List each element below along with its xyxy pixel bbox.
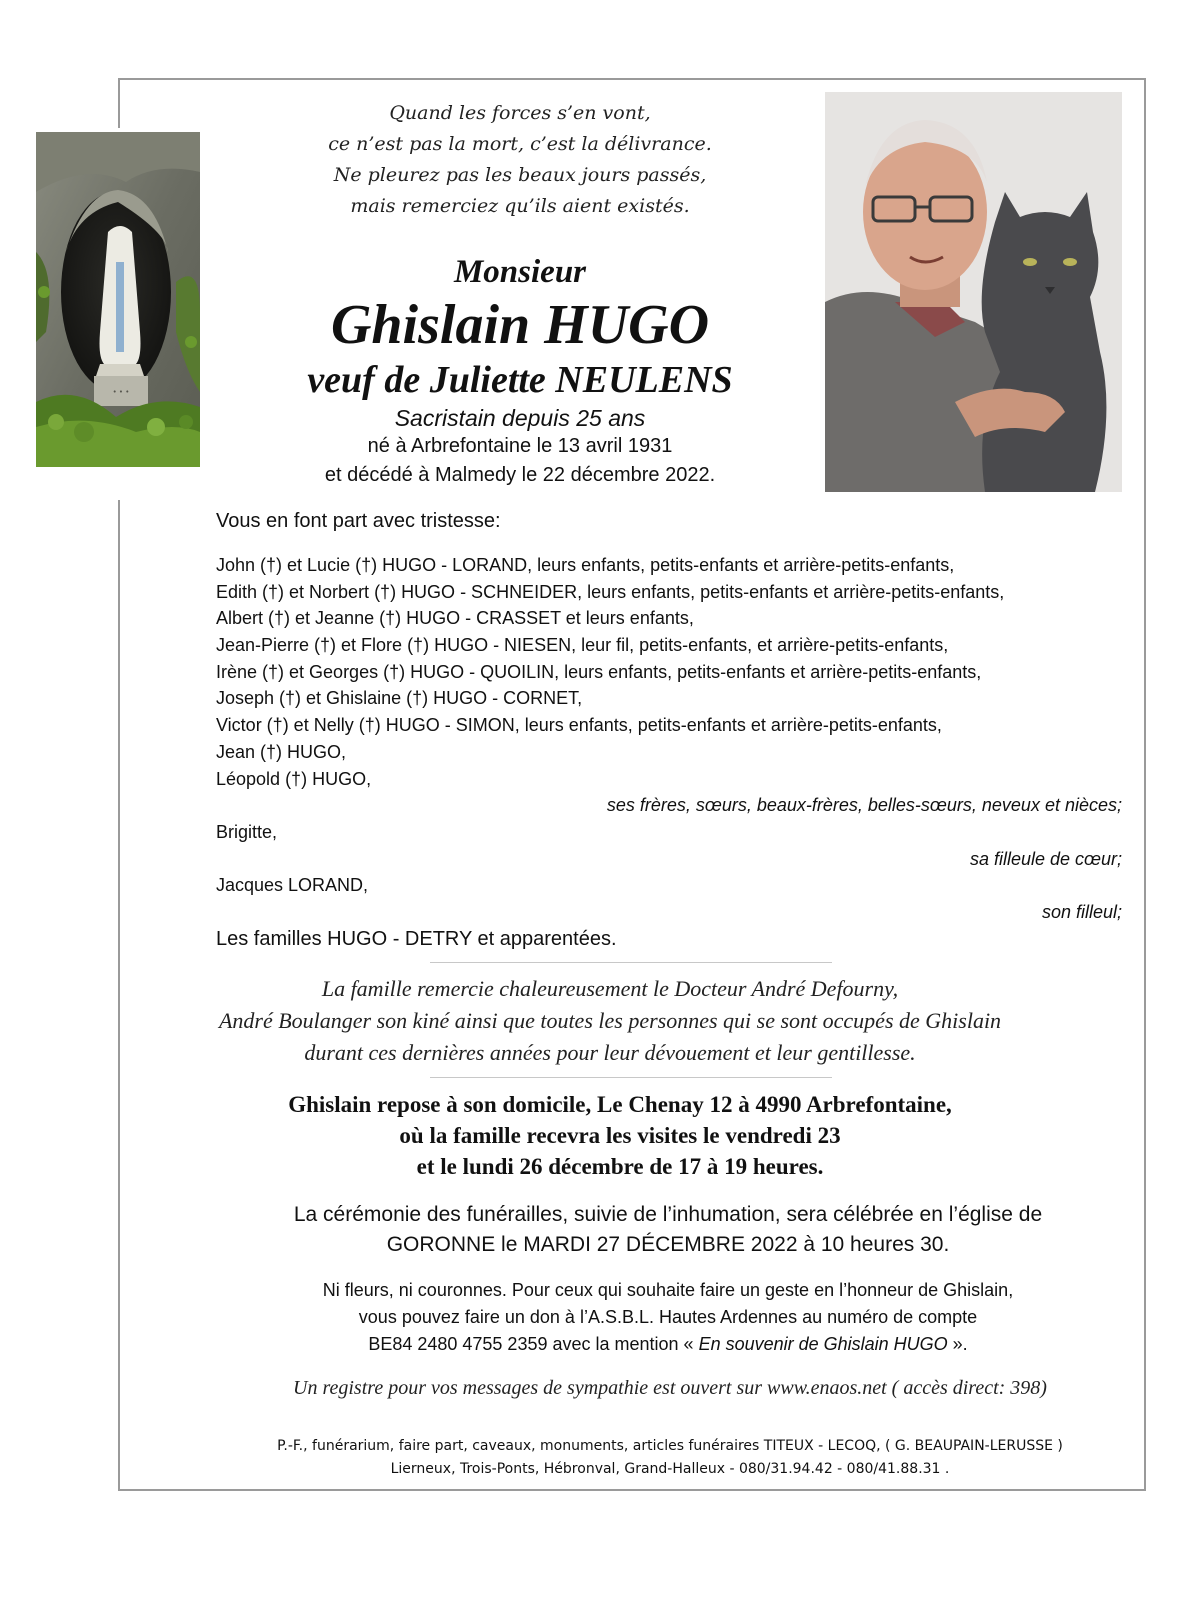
donation-line: Ni fleurs, ni couronnes. Pour ceux qui souhaite faire un geste en l’honneur de Ghislain, — [322, 1280, 1014, 1300]
visitation-info — [200, 1089, 1040, 1182]
spouse-line: veuf de Juliette NEULENS — [307, 359, 733, 401]
family-line: Léopold (†) HUGO, — [216, 768, 372, 789]
relation-godson: son filleul; — [1041, 901, 1122, 922]
poem-line: Ne pleurez pas les beaux jours passés, — [333, 164, 707, 186]
registry-text: Un registre pour vos messages de sympathie est ouvert sur www.enaos.net ( accès direct: 398) — [293, 1377, 1047, 1399]
thanks-line: durant ces dernières années pour leur dévouement et leur gentillesse. — [304, 1040, 916, 1065]
godson-name: Jacques LORAND, — [216, 875, 369, 896]
thanks-line: André Boulanger son kiné ainsi que toutes les personnes qui se sont occupés de Ghislain — [218, 1008, 1002, 1033]
role-line: Sacristain depuis 25 ans — [394, 405, 646, 431]
ceremony-line: La cérémonie des funérailles, suivie de l’inhumation, sera célébrée en l’église de — [293, 1203, 1043, 1226]
intro-text: Vous en font part avec tristesse: — [216, 510, 501, 532]
poem-line: mais remerciez qu’ils aient existés. — [350, 195, 690, 217]
donation-suffix: ». — [947, 1334, 968, 1354]
family-line: Irène (†) et Georges (†) HUGO - QUOILIN, leurs enfants, petits-enfants et arrière-petits-enfants, — [216, 661, 982, 682]
donation-line — [200, 1331, 1136, 1358]
thanks-text — [180, 973, 1040, 1069]
relation-siblings: ses frères, sœurs, beaux-frères, belles-sœurs, neveux et nièces; — [606, 795, 1122, 816]
donation-line: vous pouvez faire un don à l’A.S.B.L. Hautes Ardennes au numéro de compte — [358, 1307, 978, 1327]
family-list — [216, 552, 1122, 952]
ceremony-line: GORONNE le MARDI 27 DÉCEMBRE 2022 à 10 heures 30. — [386, 1233, 950, 1256]
deceased-block — [250, 250, 790, 490]
footer-line: Lierneux, Trois-Ponts, Hébronval, Grand-Halleux - 080/31.94.42 - 080/41.88.31 . — [390, 1461, 950, 1477]
visitation-line: où la famille recevra les visites le vendredi 23 — [399, 1123, 841, 1148]
visitation-line: et le lundi 26 décembre de 17 à 19 heures. — [416, 1154, 824, 1179]
visitation-line: Ghislain repose à son domicile, Le Chenay 12 à 4990 Arbrefontaine, — [288, 1092, 952, 1117]
goddaughter-name: Brigitte, — [216, 821, 278, 842]
deceased-name: Ghislain HUGO — [330, 294, 710, 356]
families-line: Les familles HUGO - DETRY et apparentées. — [216, 927, 617, 950]
grotto-illustration — [36, 132, 200, 467]
donation-mention: En souvenir de Ghislain HUGO — [698, 1334, 948, 1354]
divider — [430, 1077, 832, 1078]
family-line: Victor (†) et Nelly (†) HUGO - SIMON, leurs enfants, petits-enfants et arrière-petits-enfants, — [216, 715, 942, 736]
thanks-line: La famille remercie chaleureusement le Docteur André Defourny, — [321, 976, 899, 1001]
donation-info — [200, 1277, 1136, 1358]
funeral-home-footer — [200, 1435, 1140, 1481]
family-line: Joseph (†) et Ghislaine (†) HUGO - CORNET, — [216, 688, 583, 709]
portrait-illustration — [825, 92, 1122, 492]
svg-text:• • •: • • • — [112, 388, 130, 396]
birth-line: né à Arbrefontaine le 13 avril 1931 — [367, 435, 673, 457]
honorific: Monsieur — [453, 254, 587, 290]
ceremony-info — [200, 1200, 1136, 1260]
family-line: Jean-Pierre (†) et Flore (†) HUGO - NIESEN, leur fil, petits-enfants, et arrière-petits-enfants, — [216, 635, 949, 656]
poem-line: Quand les forces s’en vont, — [389, 102, 651, 124]
divider — [430, 962, 832, 963]
poem — [300, 98, 740, 222]
family-line: Edith (†) et Norbert (†) HUGO - SCHNEIDER, leurs enfants, petits-enfants et arrière-petits-enfants, — [216, 581, 1005, 602]
death-line: et décédé à Malmedy le 22 décembre 2022. — [324, 464, 716, 486]
portrait-photo — [825, 92, 1122, 492]
poem-line: ce n’est pas la mort, c’est la délivrance. — [328, 133, 712, 155]
family-line: John (†) et Lucie (†) HUGO - LORAND, leurs enfants, petits-enfants et arrière-petits-enfants, — [216, 555, 955, 575]
donation-account: BE84 2480 4755 2359 avec la mention « — [368, 1334, 699, 1354]
footer-line: P.-F., funérarium, faire part, caveaux, monuments, articles funéraires TITEUX - LECOQ, ( G. BEAUPAIN-LERUSSE ) — [277, 1438, 1063, 1454]
grotto-image — [36, 132, 200, 467]
family-line: Jean (†) HUGO, — [216, 741, 347, 762]
relation-goddaughter: sa filleule de cœur; — [969, 848, 1122, 869]
family-line: Albert (†) et Jeanne (†) HUGO - CRASSET et leurs enfants, — [216, 608, 694, 629]
